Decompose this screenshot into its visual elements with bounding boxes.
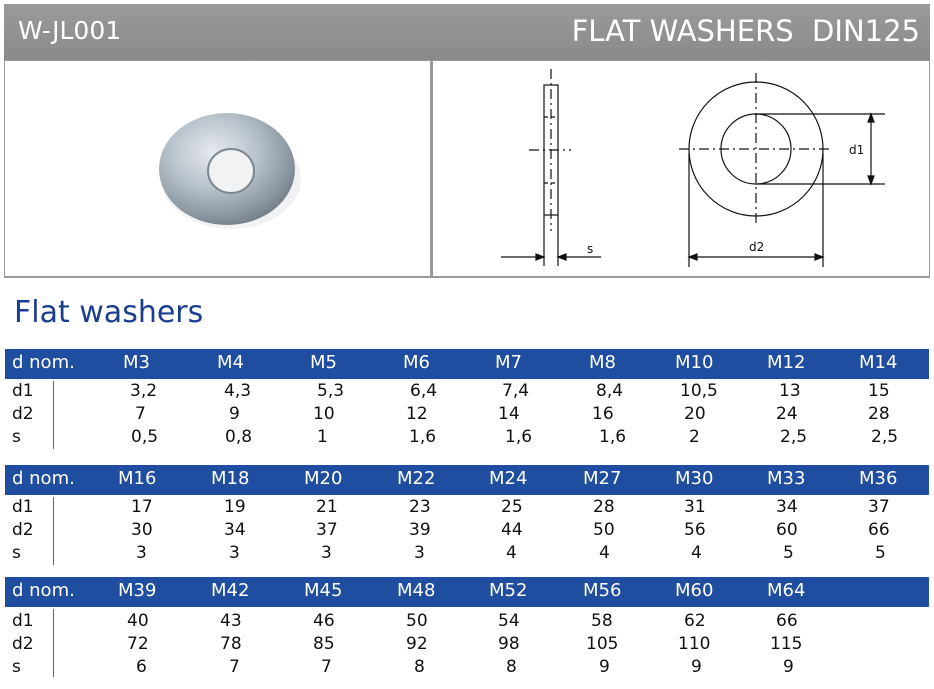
table-cell: 7,4 [502, 381, 530, 401]
table-cell: 25 [501, 497, 523, 517]
size-cell: M24 [489, 468, 528, 489]
size-cell: M12 [767, 352, 806, 373]
table-row [5, 497, 929, 520]
table-header-row [5, 465, 929, 495]
table-cell: 8 [414, 657, 425, 677]
row-label: d1 [12, 611, 34, 631]
table-row [5, 381, 929, 404]
table-cell: 21 [316, 497, 338, 517]
table-cell: 62 [684, 611, 706, 631]
table-cell: 4,3 [224, 381, 252, 401]
row-label: d2 [12, 404, 34, 424]
table-header-row [5, 577, 929, 607]
table-cell: 8,4 [596, 381, 624, 401]
table-cell: 9 [691, 657, 702, 677]
size-cell: M6 [403, 352, 430, 373]
table-cell: 0,8 [225, 427, 253, 447]
table-cell: 110 [678, 634, 711, 654]
table-cell: 39 [409, 520, 431, 540]
size-cell: M56 [583, 580, 622, 601]
table-cell: 78 [220, 634, 242, 654]
table-cell: 10 [313, 404, 335, 424]
page-title: FLAT WASHERS DIN125 [571, 14, 920, 48]
table-cell: 50 [593, 520, 615, 540]
size-cell: M39 [118, 580, 157, 601]
thickness-label: s [587, 242, 594, 256]
row-label: d2 [12, 634, 34, 654]
table-cell: 3 [321, 543, 332, 563]
table-cell: 44 [501, 520, 523, 540]
table-cell: 37 [316, 520, 338, 540]
table-cell: 28 [593, 497, 615, 517]
header-label: d nom. [12, 468, 75, 489]
header-label: d nom. [12, 352, 75, 373]
table-cell: 12 [406, 404, 428, 424]
table-header-row [5, 349, 929, 379]
table-cell: 3,2 [130, 381, 158, 401]
table-cell: 5 [783, 543, 794, 563]
size-cell: M7 [495, 352, 522, 373]
table-cell: 9 [783, 657, 794, 677]
table-row [5, 543, 929, 566]
table-cell: 58 [591, 611, 613, 631]
size-cell: M5 [310, 352, 337, 373]
size-cell: M16 [118, 468, 157, 489]
table-cell: 54 [498, 611, 520, 631]
size-cell: M14 [859, 352, 898, 373]
table-cell: 13 [779, 381, 801, 401]
table-cell: 66 [776, 611, 798, 631]
table-cell: 7 [135, 404, 146, 424]
table-cell: 6 [136, 657, 147, 677]
table-cell: 1 [317, 427, 328, 447]
table-cell: 24 [776, 404, 798, 424]
table-cell: 8 [506, 657, 517, 677]
table-cell: 50 [406, 611, 428, 631]
table-cell: 6,4 [410, 381, 438, 401]
table-cell: 3 [414, 543, 425, 563]
size-cell: M45 [304, 580, 343, 601]
table-cell: 3 [229, 543, 240, 563]
table-cell: 2,5 [780, 427, 808, 447]
size-cell: M8 [589, 352, 616, 373]
technical-drawing-panel [432, 60, 930, 278]
table-cell: 0,5 [131, 427, 159, 447]
table-cell: 34 [776, 497, 798, 517]
table-cell: 98 [498, 634, 520, 654]
table-cell: 28 [868, 404, 890, 424]
size-cell: M30 [675, 468, 714, 489]
table-cell: 19 [224, 497, 246, 517]
table-cell: 17 [131, 497, 153, 517]
table-row [5, 634, 929, 657]
size-cell: M18 [211, 468, 250, 489]
row-label: d2 [12, 520, 34, 540]
table-cell: 10,5 [680, 381, 718, 401]
size-cell: M36 [859, 468, 898, 489]
table-cell: 4 [506, 543, 517, 563]
image-panels [4, 60, 930, 280]
header-bar [4, 4, 930, 60]
size-cell: M60 [675, 580, 714, 601]
inner-diameter-label: d1 [849, 143, 865, 157]
size-cell: M4 [217, 352, 244, 373]
table-cell: 31 [684, 497, 706, 517]
table-cell: 60 [776, 520, 798, 540]
table-cell: 15 [868, 381, 890, 401]
table-cell: 16 [592, 404, 614, 424]
size-cell: M20 [304, 468, 343, 489]
table-cell: 72 [127, 634, 149, 654]
row-label: s [12, 657, 21, 677]
table-cell: 20 [684, 404, 706, 424]
table-row [5, 404, 929, 427]
table-cell: 37 [868, 497, 890, 517]
row-label: s [12, 427, 21, 447]
size-cell: M22 [397, 468, 436, 489]
washer-photo-panel [4, 60, 432, 278]
table-cell: 2 [689, 427, 700, 447]
size-cell: M64 [767, 580, 806, 601]
table-cell: 66 [868, 520, 890, 540]
product-code: W-JL001 [18, 16, 122, 45]
table-cell: 7 [321, 657, 332, 677]
table-cell: 40 [127, 611, 149, 631]
table-cell: 14 [498, 404, 520, 424]
row-label: d1 [12, 381, 34, 401]
washer-photo [5, 61, 431, 277]
row-label: s [12, 543, 21, 563]
washer-technical-drawing [433, 61, 929, 277]
table-cell: 56 [684, 520, 706, 540]
row-label: d1 [12, 497, 34, 517]
table-cell: 5,3 [317, 381, 345, 401]
table-cell: 9 [229, 404, 240, 424]
table-cell: 92 [406, 634, 428, 654]
table-cell: 85 [313, 634, 335, 654]
table-row [5, 611, 929, 634]
size-cell: M27 [583, 468, 622, 489]
table-row [5, 520, 929, 543]
size-cell: M52 [489, 580, 528, 601]
table-cell: 30 [131, 520, 153, 540]
header-label: d nom. [12, 580, 75, 601]
table-cell: 1,6 [409, 427, 437, 447]
table-cell: 7 [229, 657, 240, 677]
table-cell: 43 [220, 611, 242, 631]
table-cell: 4 [691, 543, 702, 563]
table-cell: 46 [313, 611, 335, 631]
table-cell: 5 [875, 543, 886, 563]
table-cell: 4 [599, 543, 610, 563]
section-title: Flat washers [14, 295, 204, 330]
table-cell: 34 [224, 520, 246, 540]
table-cell: 2,5 [871, 427, 899, 447]
size-cell: M3 [123, 352, 150, 373]
size-cell: M10 [675, 352, 714, 373]
table-cell: 3 [136, 543, 147, 563]
size-cell: M42 [211, 580, 250, 601]
table-row [5, 427, 929, 450]
size-cell: M33 [767, 468, 806, 489]
table-cell: 9 [599, 657, 610, 677]
table-cell: 1,6 [505, 427, 533, 447]
outer-diameter-label: d2 [749, 240, 765, 254]
table-cell: 115 [770, 634, 803, 654]
table-cell: 23 [409, 497, 431, 517]
table-row [5, 657, 929, 680]
size-cell: M48 [397, 580, 436, 601]
table-cell: 1,6 [599, 427, 627, 447]
table-cell: 105 [586, 634, 619, 654]
